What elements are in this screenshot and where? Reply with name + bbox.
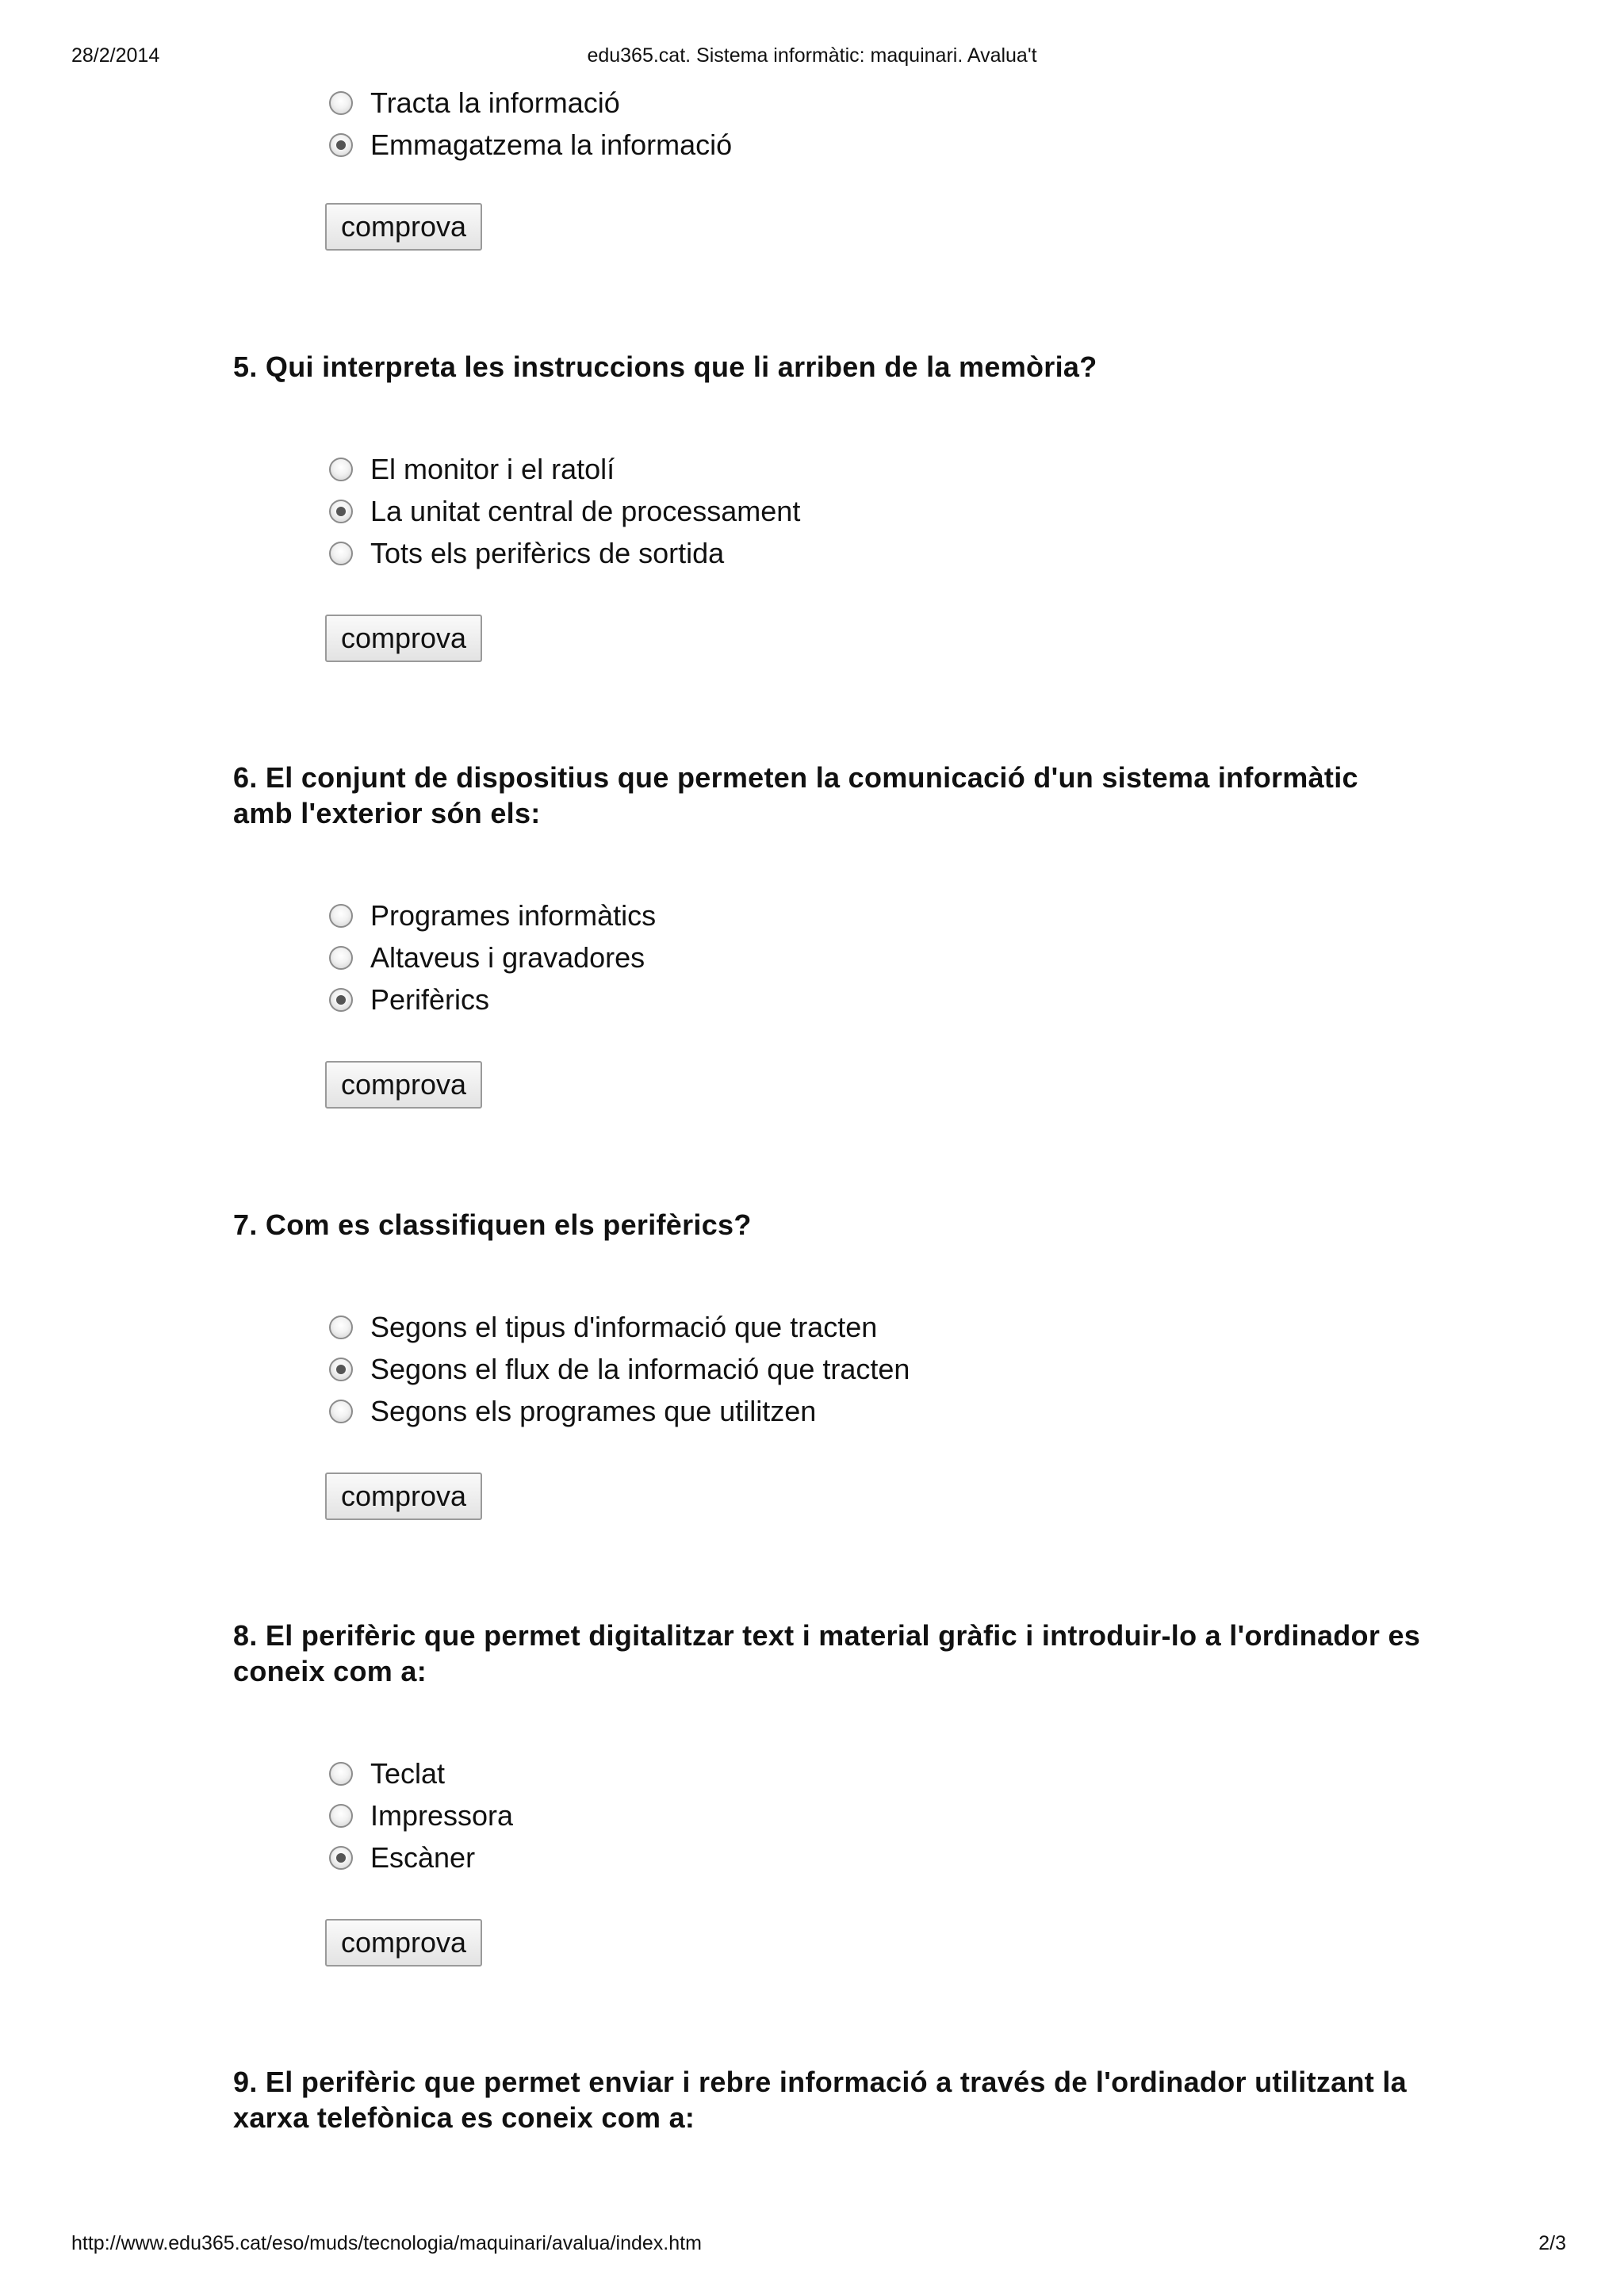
q7-option-3[interactable] [329,1394,816,1429]
q8-option-2[interactable] [329,1798,513,1833]
radio-button[interactable] [329,542,353,565]
option-label: Impressora [370,1799,514,1832]
radio-button[interactable] [329,1762,353,1786]
q8-option-3[interactable] [329,1840,475,1875]
option-label: La unitat central de processament [370,495,801,527]
option-label: Segons el flux de la informació que tracten [370,1353,910,1385]
radio-button-selected[interactable] [329,133,353,157]
question-8-text: 8. El perifèric que permet digitalitzar text i material gràfic i introduir-lo a l'ordinador es coneix com a: [233,1619,1421,1687]
question-7-text: 7. Com es classifiquen els perifèrics? [233,1208,752,1241]
radio-button-selected[interactable] [329,1358,353,1381]
q5-option-1[interactable] [329,452,615,487]
q5-check-button[interactable]: comprova [325,615,482,662]
q7-option-1[interactable] [329,1310,877,1345]
radio-button[interactable] [329,1400,353,1423]
radio-button[interactable] [329,458,353,481]
radio-button[interactable] [329,946,353,970]
radio-button[interactable] [329,1316,353,1339]
q4-check-button[interactable]: comprova [325,203,482,251]
option-label: Perifèrics [370,983,490,1016]
q6-option-2[interactable] [329,940,645,975]
option-label: Tots els perifèrics de sortida [370,537,725,569]
option-label: Segons els programes que utilitzen [370,1395,817,1427]
option-label: Segons el tipus d'informació que tracten [370,1311,878,1343]
q5-option-2[interactable] [329,494,800,529]
footer-page-number: 2/3 [1538,2232,1566,2254]
radio-button[interactable] [329,1804,353,1828]
q7-option-2[interactable] [329,1352,910,1387]
q6-option-3[interactable] [329,982,489,1017]
option-label: Escàner [370,1841,476,1874]
q8-option-1[interactable] [329,1756,445,1791]
q5-option-3[interactable] [329,536,724,571]
q4-option-1[interactable] [329,86,620,121]
radio-button-selected[interactable] [329,988,353,1012]
radio-button-selected[interactable] [329,500,353,523]
q7-check-button[interactable]: comprova [325,1473,482,1520]
radio-button[interactable] [329,904,353,928]
question-6-text: 6. El conjunt de dispositius que permeten la comunicació d'un sistema informàtic amb l'exterior són els: [233,761,1358,829]
print-date: 28/2/2014 [71,44,160,67]
footer-url: http://www.edu365.cat/eso/muds/tecnologia/maquinari/avalua/index.htm [71,2232,702,2254]
q4-option-2[interactable] [329,128,732,163]
q8-check-button[interactable]: comprova [325,1919,482,1967]
radio-button[interactable] [329,91,353,115]
radio-button-selected[interactable] [329,1846,353,1870]
q6-check-button[interactable]: comprova [325,1061,482,1109]
option-label: Teclat [370,1757,446,1790]
question-9-text: 9. El perifèric que permet enviar i rebre informació a través de l'ordinador utilitzant la xarxa telefònica es coneix com a: [233,2066,1407,2134]
option-label: Programes informàtics [370,899,657,932]
option-label: Emmagatzema la informació [370,128,733,161]
q6-option-1[interactable] [329,898,656,933]
question-5-text: 5. Qui interpreta les instruccions que li arriben de la memòria? [233,350,1097,383]
option-label: El monitor i el ratolí [370,453,615,485]
print-page-title: edu365.cat. Sistema informàtic: maquinari. Avalua't [587,44,1037,67]
option-label: Altaveus i gravadores [370,941,645,974]
option-label: Tracta la informació [370,86,620,119]
